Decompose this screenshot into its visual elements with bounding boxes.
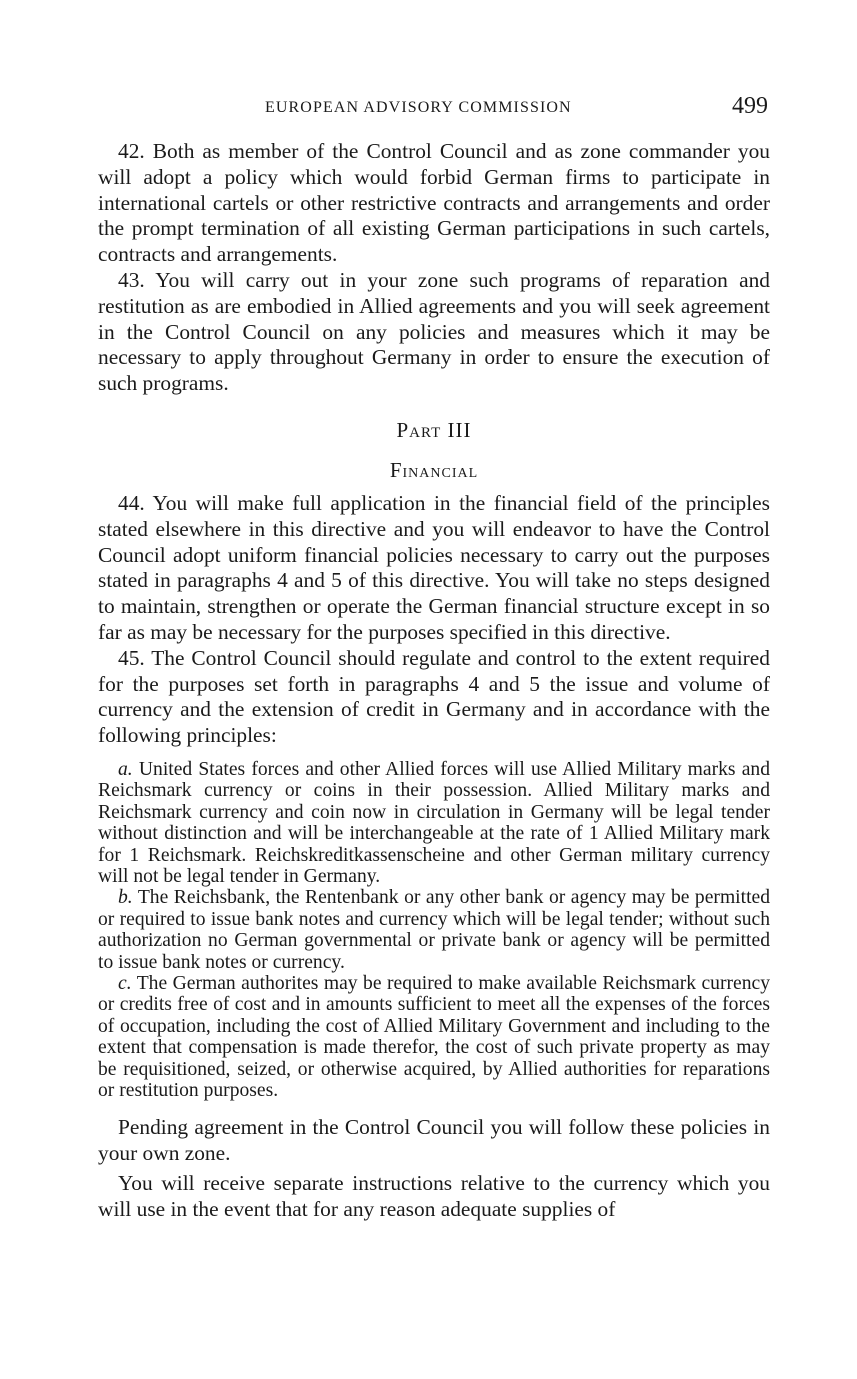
paragraph-pending: Pending agreement in the Control Council you will follow these policies in your own zone.: [98, 1115, 770, 1166]
paragraph-45: 45. The Control Council should regulate and control to the extent required for the purposes set forth in paragraphs 4 and 5 the issue and volume of currency and the extension of credit in Germany and in accordance with the following principles:: [98, 645, 770, 748]
running-header: [0, 93, 857, 123]
running-title: EUROPEAN ADVISORY COMMISSION: [265, 99, 572, 116]
principles-list: [98, 759, 770, 1102]
paragraph-42: 42. Both as member of the Control Council and as zone commander you will adopt a policy which would forbid German firms to participate in international cartels or other restrictive contracts and arrangements and order the prompt termination of all existing German participations in such cartels, contracts and arrangements.: [98, 139, 770, 267]
list-item: c. The German authorites may be required to make available Reichsmark currency or credits free of cost and in amounts sufficient to meet all the expenses of the forces of occupation, including the cost of Allied Military Government and including to the extent that compensation is made therefor, the cost of such private property as may be requisitioned, seized, or otherwise acquired, by Allied authorities for reparations or restitution purposes.: [98, 973, 770, 1102]
paragraph-44: 44. You will make full application in the financial field of the principles stated elsewhere in this directive and you will endeavor to have the Control Council adopt uniform financial policies necessary to carry out the purposes stated in paragraphs 4 and 5 of this directive. You will take no steps designed to maintain, strengthen or operate the German financial structure except in so far as may be necessary for the purposes specified in this directive.: [98, 490, 770, 644]
paragraph-separate: You will receive separate instructions relative to the currency which you will use in the event that for any reason adequate supplies of: [98, 1171, 770, 1221]
list-item: a. United States forces and other Allied forces will use Allied Military marks and Reichsmark currency or coins in their possession. Allied Military marks and Reichsmark currency and coin now in circulation in Germany will be legal tender without distinction and will be interchangeable at the rate of 1 Allied Military mark for 1 Reichsmark. Reichskreditkassenscheine and other German military currency will not be legal tender in Germany.: [98, 758, 771, 887]
section-heading: FINANCIAL: [389, 457, 479, 482]
paragraph-43: 43. You will carry out in your zone such programs of reparation and restitution as are embodied in Allied agreements and you will seek agreement in the Control Council on any policies and measures which it may be necessary to apply throughout Germany in order to ensure the execution of such programs.: [98, 267, 770, 396]
part-heading: PART III: [396, 417, 472, 442]
page-body: [98, 139, 770, 1223]
list-item: b. The Reichsbank, the Rentenbank or any other bank or agency may be permitted or required to issue bank notes and currency which will be legal tender; without such authorization no German governmental or private bank or agency will be permitted to issue bank notes or currency.: [98, 887, 771, 973]
page-number: 499: [732, 93, 768, 119]
